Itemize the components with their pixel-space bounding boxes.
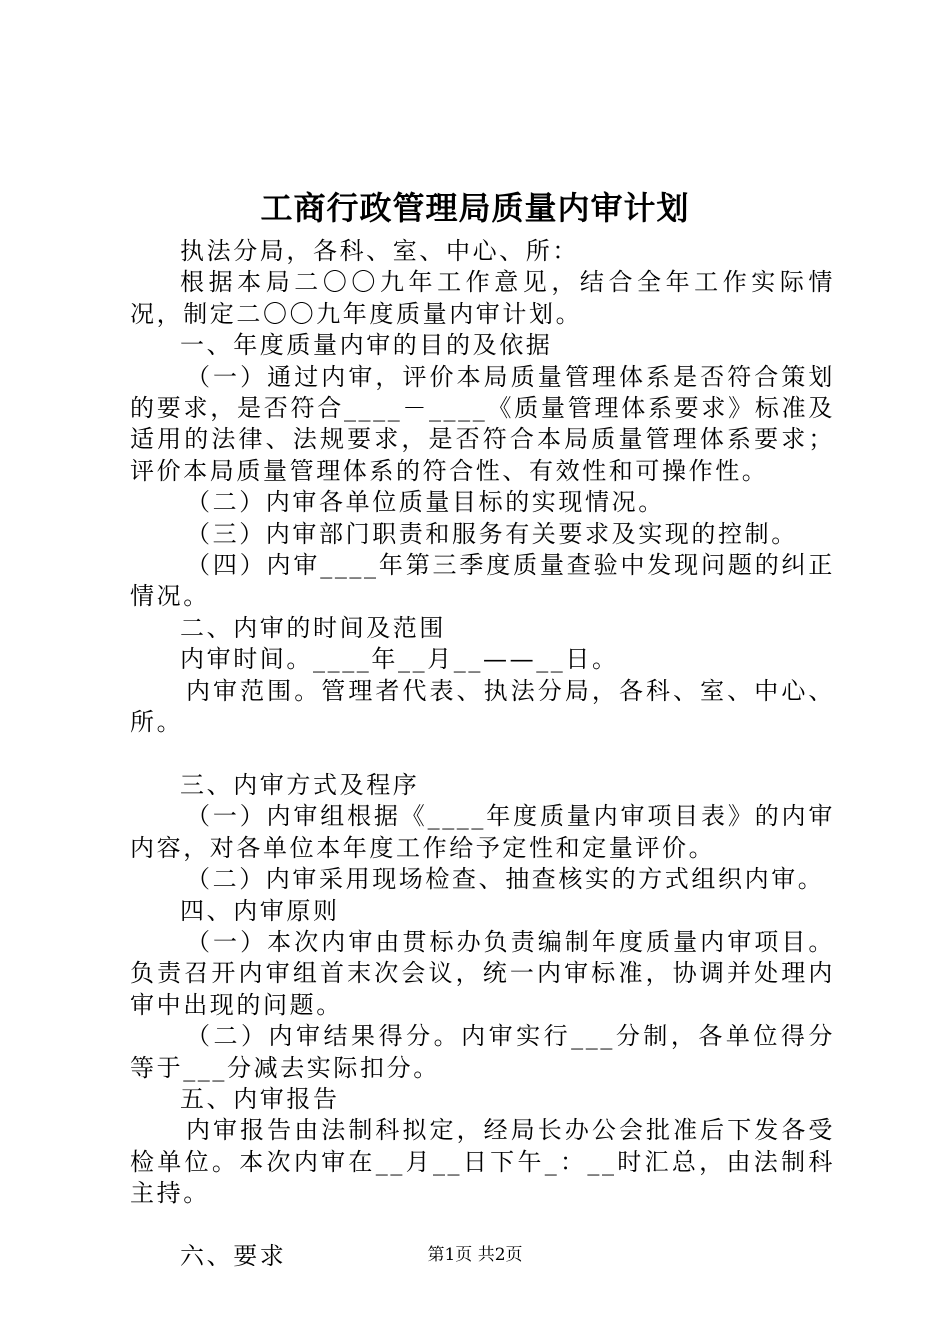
item-1-4: （四）内审____年第三季度质量查验中发现问题的纠正情况。 bbox=[130, 551, 835, 611]
spacer bbox=[130, 1210, 835, 1241]
salutation: 执法分局，各科、室、中心、所： bbox=[180, 237, 579, 265]
document-title: 工商行政管理局质量内审计划 bbox=[260, 189, 690, 227]
item-1-3: （三）内审部门职责和服务有关要求及实现的控制。 bbox=[186, 519, 798, 548]
section-heading-5: 五、内审报告 bbox=[180, 1084, 340, 1113]
page-footer: 第1页 共2页 bbox=[427, 1245, 523, 1265]
item-4-1: （一）本次内审由贯标办负责编制年度质量内审项目。负责召开内审组首末次会议，统一内审标准，协调并处理内审中出现的问题。 bbox=[130, 927, 835, 1019]
spacer bbox=[130, 739, 835, 770]
section-heading-2: 二、内审的时间及范围 bbox=[180, 613, 446, 642]
item-4-2: （二）内审结果得分。内审实行___分制，各单位得分等于___分减去实际扣分。 bbox=[130, 1022, 835, 1082]
section-heading-4: 四、内审原则 bbox=[180, 896, 340, 925]
section-heading-1: 一、年度质量内审的目的及依据 bbox=[180, 331, 553, 360]
item-3-1: （一）内审组根据《____年度质量内审项目表》的内审内容，对各单位本年度工作给予定性和定量评价。 bbox=[130, 802, 835, 862]
section-heading-3: 三、内审方式及程序 bbox=[180, 770, 420, 799]
audit-time: 内审时间。____年__月__——__日。 bbox=[180, 645, 619, 674]
item-1-1: （一）通过内审，评价本局质量管理体系是否符合策划的要求，是否符合____－____《质量管理体系要求》标准及适用的法律、法规要求，是否符合本局质量管理体系要求；评价本局质量管理体系的符合性、有效性和可操作性。 bbox=[130, 362, 835, 485]
audit-scope: 内审范围。管理者代表、执法分局，各科、室、中心、所。 bbox=[130, 676, 835, 737]
document-body bbox=[130, 236, 835, 1272]
intro-paragraph: 根据本局二〇〇九年工作意见，结合全年工作实际情况，制定二〇〇九年度质量内审计划。 bbox=[130, 268, 835, 328]
section-heading-6: 六、要求 bbox=[180, 1241, 287, 1270]
item-3-2: （二）内审采用现场检查、抽查核实的方式组织内审。 bbox=[186, 865, 825, 894]
item-1-2: （二）内审各单位质量目标的实现情况。 bbox=[186, 488, 665, 517]
report-paragraph: 内审报告由法制科拟定，经局长办公会批准后下发各受检单位。本次内审在__月__日下午_：__时汇总，由法制科主持。 bbox=[130, 1116, 835, 1208]
